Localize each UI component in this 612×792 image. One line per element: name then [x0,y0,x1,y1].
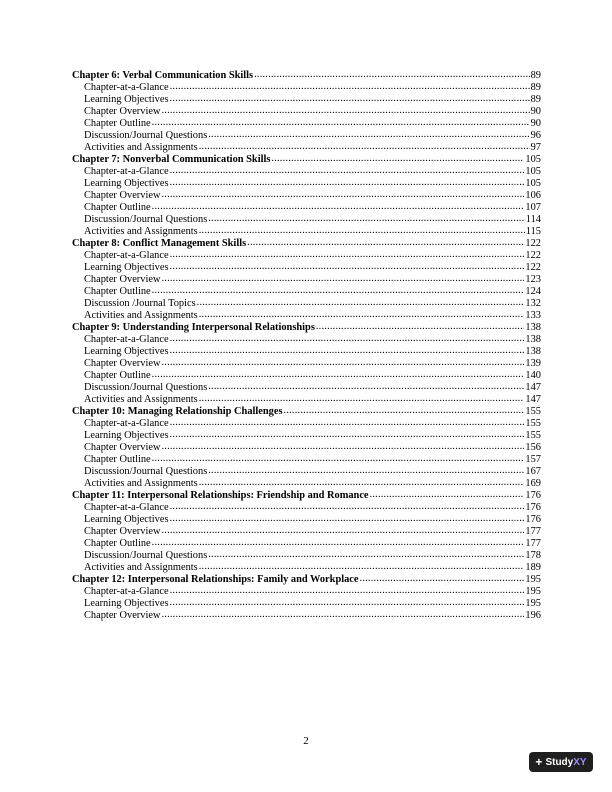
dot-leader [199,309,525,321]
dot-leader [161,441,524,453]
toc-page-number: 124 [525,286,541,297]
toc-page-number: 176 [525,490,541,501]
dot-leader [199,477,525,489]
toc-entry-label: Learning Objectives [84,178,169,189]
toc-page-number: 133 [525,310,541,321]
dot-leader [199,141,530,153]
dot-leader [170,417,525,429]
toc-page-number: 105 [525,154,541,165]
dot-leader [199,393,525,405]
toc-page-number: 132 [525,298,541,309]
toc-entry-label: Chapter 10: Managing Relationship Challenges [72,406,283,417]
toc-entry-label: Chapter 9: Understanding Interpersonal Relationships [72,322,315,333]
toc-entry-label: Activities and Assignments [84,478,198,489]
toc-page-number: 177 [525,526,541,537]
toc-entry-label: Activities and Assignments [84,310,198,321]
toc-entry-label: Learning Objectives [84,598,169,609]
toc-entry-label: Chapter Overview [84,358,161,369]
toc-page-number: 195 [525,598,541,609]
toc-entry-label: Chapter Outline [84,202,151,213]
toc-page-number: 138 [525,334,541,345]
toc-page-number: 106 [525,190,541,201]
toc-page-number: 156 [525,442,541,453]
toc-entry-label: Activities and Assignments [84,394,198,405]
dot-leader [161,525,524,537]
toc-page-number: 189 [525,562,541,573]
dot-leader [152,117,530,129]
badge-brand: Study [545,756,574,768]
toc-entry-label: Activities and Assignments [84,562,198,573]
dot-leader [370,489,525,501]
toc-page-number: 195 [525,574,541,585]
dot-leader [170,333,525,345]
dot-leader [161,273,524,285]
dot-leader [152,285,525,297]
badge-brand-accent: XY [573,756,587,768]
toc-entry-label: Learning Objectives [84,346,169,357]
toc-entry-label: Chapter Overview [84,526,161,537]
dot-leader [170,429,525,441]
toc-page-number: 167 [525,466,541,477]
toc-page-number: 176 [525,502,541,513]
toc-entry-label: Learning Objectives [84,94,169,105]
toc-page-number: 177 [525,538,541,549]
plus-icon: + [535,755,543,769]
dot-leader [197,297,525,309]
toc-page-number: 107 [525,202,541,213]
dot-leader [271,153,524,165]
toc-entry-label: Chapter Overview [84,610,161,621]
toc-page-number: 169 [525,478,541,489]
toc-page-number: 139 [525,358,541,369]
dot-leader [316,321,525,333]
toc-entry-label: Chapter-at-a-Glance [84,334,169,345]
toc-entry-label: Chapter Overview [84,274,161,285]
toc-entry-label: Chapter Overview [84,190,161,201]
dot-leader [170,345,525,357]
toc-page-number: 90 [530,118,541,129]
toc-page-number: 140 [525,370,541,381]
dot-leader [208,381,524,393]
toc-page-number: 155 [525,418,541,429]
toc-page-number: 122 [525,250,541,261]
toc-entry-label: Chapter-at-a-Glance [84,250,169,261]
toc-page-number: 90 [530,106,541,117]
toc-entry-label: Chapter Overview [84,106,161,117]
toc-entry-label: Chapter 8: Conflict Management Skills [72,238,247,249]
table-of-contents [72,70,541,622]
dot-leader [208,549,524,561]
toc-entry-label: Chapter 12: Interpersonal Relationships: Family and Workplace [72,574,359,585]
dot-leader [161,609,524,621]
toc-entry-label: Learning Objectives [84,262,169,273]
dot-leader [199,561,525,573]
toc-entry-label: Chapter Overview [84,442,161,453]
toc-entry-label: Chapter 11: Interpersonal Relationships: Friendship and Romance [72,490,369,501]
toc-entry-label: Chapter Outline [84,370,151,381]
dot-leader [254,69,530,81]
toc-entry-label: Chapter Outline [84,454,151,465]
toc-entry-label: Discussion/Journal Questions [84,214,208,225]
dot-leader [360,573,525,585]
dot-leader [170,585,525,597]
dot-leader [170,501,525,513]
toc-entry-label: Discussion/Journal Questions [84,466,208,477]
toc-page-number: 114 [525,214,541,225]
toc-page-number: 178 [525,550,541,561]
dot-leader [208,129,529,141]
dot-leader [152,537,525,549]
toc-page-number: 123 [525,274,541,285]
toc-entry-label: Discussion /Journal Topics [84,298,196,309]
dot-leader [152,201,525,213]
dot-leader [170,165,525,177]
toc-entry-label: Chapter-at-a-Glance [84,166,169,177]
dot-leader [199,225,525,237]
toc-entry-label: Chapter Outline [84,118,151,129]
dot-leader [170,177,525,189]
toc-entry-label: Learning Objectives [84,514,169,525]
toc-page-number: 105 [525,178,541,189]
toc-entry-label: Chapter-at-a-Glance [84,502,169,513]
toc-page-number: 89 [530,94,541,105]
dot-leader [247,237,524,249]
page-number: 2 [303,735,309,747]
toc-page-number: 122 [525,262,541,273]
toc-page-number: 138 [525,346,541,357]
toc-entry-label: Activities and Assignments [84,226,198,237]
toc-page-number: 105 [525,166,541,177]
toc-sub-entry[interactable] [72,610,541,622]
toc-page-number: 196 [525,610,541,621]
dot-leader [161,189,524,201]
toc-page-number: 195 [525,586,541,597]
toc-page-number: 138 [525,322,541,333]
dot-leader [170,261,525,273]
toc-entry-label: Chapter Outline [84,538,151,549]
toc-page-number: 155 [525,430,541,441]
toc-entry-label: Discussion/Journal Questions [84,382,208,393]
dot-leader [284,405,525,417]
toc-entry-label: Chapter 6: Verbal Communication Skills [72,70,254,81]
toc-page-number: 157 [525,454,541,465]
toc-page-number: 147 [525,394,541,405]
toc-entry-label: Discussion/Journal Questions [84,550,208,561]
dot-leader [170,597,525,609]
toc-page-number: 89 [530,82,541,93]
dot-leader [208,213,525,225]
dot-leader [152,453,525,465]
toc-entry-label: Chapter Outline [84,286,151,297]
dot-leader [152,369,525,381]
toc-entry-label: Activities and Assignments [84,142,198,153]
dot-leader [170,93,530,105]
toc-page-number: 176 [525,514,541,525]
toc-page-number: 115 [525,226,541,237]
toc-page-number: 96 [530,130,541,141]
dot-leader [170,81,530,93]
dot-leader [170,249,525,261]
toc-page-number: 89 [530,70,541,81]
toc-entry-label: Discussion/Journal Questions [84,130,208,141]
toc-entry-label: Chapter-at-a-Glance [84,586,169,597]
dot-leader [161,357,524,369]
toc-page-number: 147 [525,382,541,393]
dot-leader [161,105,529,117]
toc-page-number: 122 [525,238,541,249]
toc-entry-label: Learning Objectives [84,430,169,441]
toc-page-number: 155 [525,406,541,417]
studyxy-badge[interactable] [529,752,593,772]
toc-page-number: 97 [530,142,541,153]
dot-leader [170,513,525,525]
dot-leader [208,465,524,477]
toc-entry-label: Chapter-at-a-Glance [84,418,169,429]
toc-entry-label: Chapter-at-a-Glance [84,82,169,93]
toc-entry-label: Chapter 7: Nonverbal Communication Skills [72,154,271,165]
